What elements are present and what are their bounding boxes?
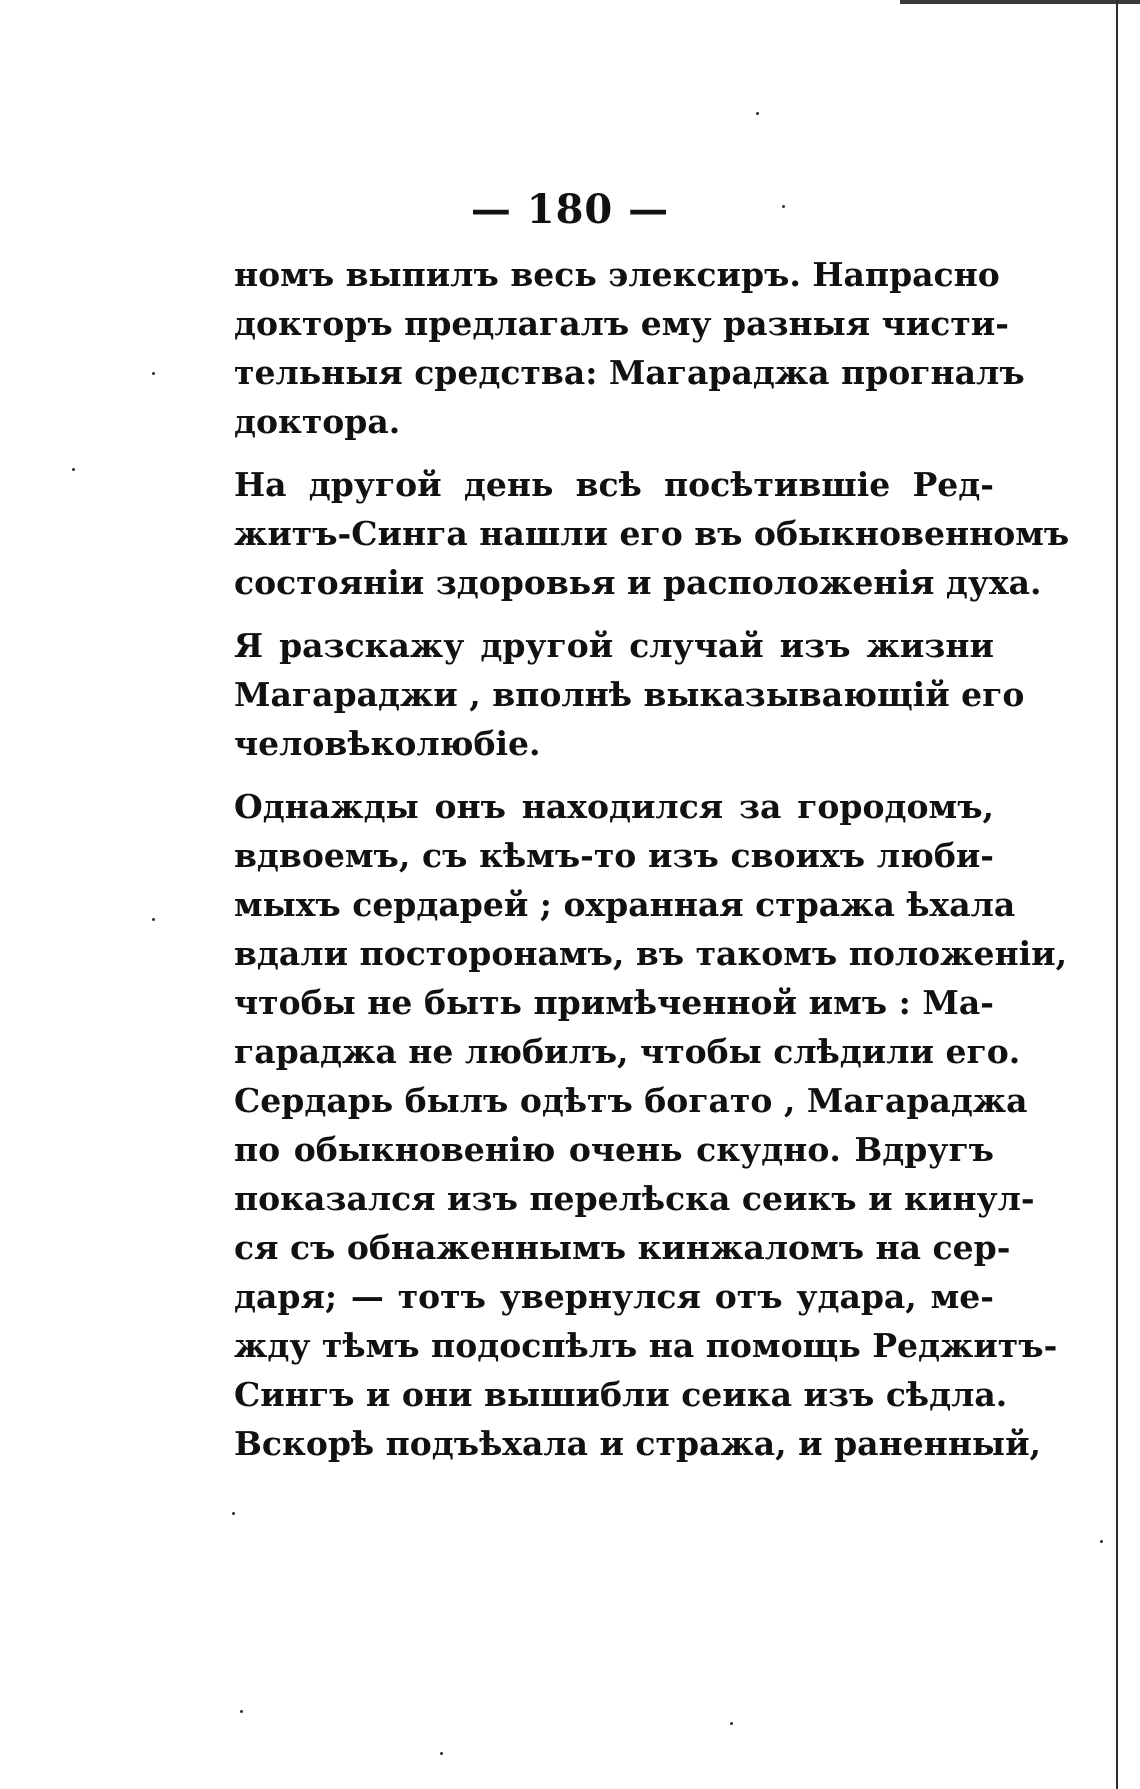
scan-speck [152,372,155,375]
text-line: жду тѣмъ подоспѣлъ на помощь Реджитъ- [234,1326,1058,1365]
text-line: чтобы не быть примѣченной имъ : Ма- [234,983,994,1022]
text-line: человѣколюбіе. [234,724,541,763]
text-line: Вскорѣ подъѣхала и стража, и раненный, [234,1424,1042,1463]
text-line: докторъ предлагалъ ему разныя чисти- [234,304,1009,343]
text-line: На другой день всѣ посѣтившіе Ред- [234,465,994,504]
paragraph [234,782,1068,1468]
scan-speck [1100,1540,1103,1543]
text-line: житъ-Синга нашли его въ обыкновенномъ [234,514,1070,553]
top-edge-rule [900,0,1140,4]
text-line: Магараджи , вполнѣ выказывающій его [234,675,1025,714]
scan-speck [232,1512,235,1515]
scan-speck [782,205,785,208]
scan-speck [72,468,75,471]
scan-speck [756,112,759,115]
right-edge-rule [1116,0,1118,1789]
paragraph [234,250,1025,446]
body-text [234,250,1070,1468]
text-line: Однажды онъ находился за городомъ, [234,787,994,826]
text-line: Я разскажу другой случай изъ жизни [234,626,994,665]
scan-speck [240,1710,243,1713]
text-line: Сингъ и они вышибли сеика изъ сѣдла. [234,1375,1008,1414]
scan-speck [440,1752,443,1755]
text-line: мыхъ сердарей ; охранная стража ѣхала [234,885,1016,924]
text-line: Сердарь былъ одѣтъ богато , Магараджа [234,1081,1028,1120]
paragraph [234,621,1025,768]
paragraph [234,460,1070,607]
text-line: тельныя средства: Магараджа прогналъ [234,353,1025,392]
text-line: доктора. [234,402,401,441]
text-line: гараджа не любилъ, чтобы слѣдили его. [234,1032,1021,1071]
text-line: даря; — тотъ увернулся отъ удара, ме- [234,1277,994,1316]
text-line: ся съ обнаженнымъ кинжаломъ на сер- [234,1228,1011,1267]
page-number: — 180 — [470,186,670,233]
text-line: состояніи здоровья и расположенія духа. [234,563,1042,602]
text-line: номъ выпилъ весь элексиръ. Напрасно [234,255,1000,294]
text-line: вдвоемъ, съ кѣмъ-то изъ своихъ люби- [234,836,994,875]
text-line: вдали посторонамъ, въ такомъ положеніи, [234,934,1068,973]
text-line: показался изъ перелѣска сеикъ и кинул- [234,1179,1035,1218]
scan-speck [730,1722,733,1725]
scan-speck [152,918,155,921]
text-line: по обыкновенію очень скудно. Вдругъ [234,1130,994,1169]
